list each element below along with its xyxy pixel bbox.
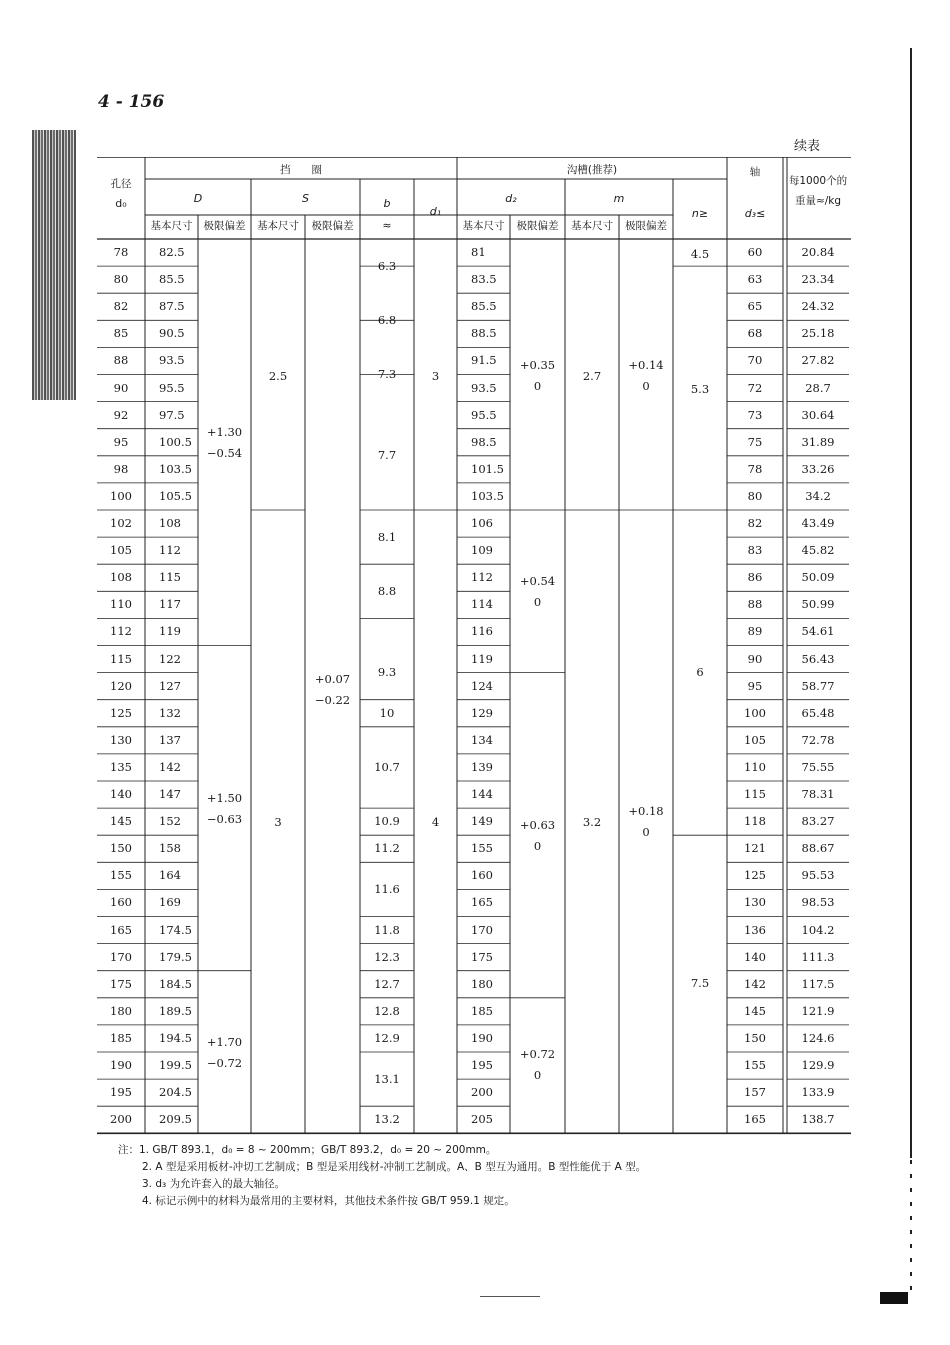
table-cell: 78 — [747, 461, 763, 476]
table-cell: 119 — [159, 624, 181, 639]
table-cell: 10 — [379, 705, 395, 720]
table-cell: 72.78 — [801, 732, 835, 747]
table-cell: 30.64 — [801, 407, 835, 422]
table-cell: 142 — [744, 976, 766, 991]
table-cell: 180 — [110, 1003, 132, 1018]
table-cell: 50.09 — [801, 570, 835, 585]
table-cell: 93.5 — [159, 353, 185, 368]
subheader-m-dev: 极限偏差 — [625, 220, 667, 232]
table-cell: 174.5 — [159, 922, 192, 937]
table-cell: 13.2 — [374, 1112, 400, 1127]
table-cell: 111.3 — [801, 949, 835, 964]
table-cell: 98 — [113, 461, 129, 476]
table-cell: 114 — [471, 597, 493, 612]
table-cell: 25.18 — [801, 326, 835, 341]
table-cell: 112 — [159, 543, 181, 558]
d2-dev-group-3: +0.63 0 — [519, 818, 556, 853]
table-cell: 65 — [747, 299, 763, 314]
table-cell: 8.1 — [377, 529, 397, 544]
table-cell: 139 — [471, 759, 493, 774]
table-cell: 95.53 — [801, 868, 835, 883]
table-cell: 11.6 — [374, 881, 400, 896]
table-cell: 82 — [113, 299, 129, 314]
D-dev-group-3: +1.70 −0.72 — [206, 1035, 243, 1070]
table-cell: 27.82 — [801, 353, 835, 368]
table-cell: 136 — [744, 922, 766, 937]
table-cell: 100 — [744, 705, 766, 720]
table-cell: 130 — [744, 895, 766, 910]
table-cell: 92 — [113, 407, 129, 422]
header-d3: d₃≤ — [744, 207, 766, 220]
table-cell: 60 — [747, 245, 763, 259]
bottom-dash — [480, 1296, 540, 1297]
m-group-1: 2.7 — [582, 369, 602, 383]
table-cell: 70 — [747, 353, 763, 368]
S-dev-group: +0.07 −0.22 — [314, 672, 351, 707]
table-cell: 199.5 — [159, 1058, 192, 1072]
table-cell: 88.5 — [471, 326, 497, 341]
table-cell: 105.5 — [159, 488, 192, 503]
subheader-d2-basic: 基本尺寸 — [462, 220, 505, 232]
table-cell: 12.9 — [374, 1030, 400, 1045]
table-cell: 115 — [159, 570, 181, 585]
table-cell: 157 — [744, 1085, 766, 1100]
d2-dev-group-4: +0.72 0 — [519, 1047, 556, 1082]
table-cell: 125 — [110, 705, 132, 720]
table-cell: 140 — [744, 949, 766, 964]
footnotes — [118, 1142, 646, 1210]
table-cell: 8.8 — [377, 583, 397, 598]
table-cell: 127 — [159, 678, 181, 693]
table-cell: 54.61 — [801, 624, 835, 639]
D-dev-group-1: +1.30 −0.54 — [206, 425, 243, 460]
header-ring-group: 挡 圈 — [280, 164, 322, 176]
table-cell: 180 — [471, 976, 493, 991]
n-group-2: 5.3 — [690, 382, 710, 396]
table-cell: 115 — [110, 651, 132, 666]
table-cell: 85 — [113, 326, 129, 341]
table-cell: 9.3 — [377, 665, 397, 680]
d1-group-2: 4 — [431, 815, 440, 829]
table-cell: 122 — [159, 651, 181, 666]
table-cell: 124 — [471, 678, 493, 693]
table-cell: 134 — [471, 732, 493, 747]
note-2: 2. A 型是采用板材-冲切工艺制成；B 型是采用线材-冲制工艺制成。A、B 型互为通用。B 型性能优于 A 型。 — [142, 1161, 647, 1173]
table-cell: 85.5 — [471, 299, 497, 314]
table-cell: 88 — [747, 597, 763, 612]
subheader-d2-dev: 极限偏差 — [516, 220, 559, 232]
header-weight: 每1000个的重量≈/kg — [788, 175, 848, 207]
table-cell: 155 — [471, 841, 493, 856]
page-edge-line — [910, 48, 912, 1158]
table-cell: 89 — [747, 624, 763, 639]
n-group-1: 4.5 — [690, 247, 710, 261]
table-cell: 98.5 — [471, 434, 497, 449]
header-shaft: 轴 — [749, 166, 761, 178]
table-cell: 109 — [471, 543, 493, 558]
table-cell: 117.5 — [801, 976, 835, 991]
table-cell: 65.48 — [801, 705, 835, 720]
scan-edge-strip — [32, 130, 76, 400]
table-cell: 104.2 — [801, 922, 835, 937]
header-S: S — [302, 192, 309, 205]
table-cell: 105 — [110, 543, 132, 558]
table-cell: 150 — [110, 841, 132, 856]
table-cell: 63 — [747, 272, 763, 287]
subheader-D-dev: 极限偏差 — [203, 220, 246, 232]
table-cell: 108 — [110, 570, 132, 585]
table-cell: 75.55 — [801, 759, 835, 774]
table-cell: 164 — [159, 868, 181, 883]
header-b-approx: ≈ — [382, 219, 392, 232]
note-3: 3. d₃ 为允许套入的最大轴径。 — [142, 1178, 286, 1190]
table-cell: 138.7 — [801, 1112, 835, 1127]
table-cell: 200 — [471, 1085, 493, 1100]
table-cell: 185 — [110, 1030, 132, 1045]
table-cell: 135 — [110, 759, 132, 774]
table-cell: 78.31 — [801, 787, 835, 801]
table-cell: 91.5 — [471, 353, 497, 368]
table-cell: 23.34 — [801, 272, 835, 287]
n-group-4: 7.5 — [690, 976, 710, 990]
table-cell: 108 — [159, 516, 181, 530]
table-cell: 103.5 — [159, 461, 192, 476]
table-cell: 110 — [744, 759, 766, 774]
table-cell: 209.5 — [159, 1112, 192, 1127]
table-cell: 100.5 — [159, 434, 192, 449]
table-cell: 200 — [110, 1112, 132, 1127]
table-cell: 28.7 — [805, 380, 831, 395]
table-cell: 103.5 — [471, 488, 504, 503]
header-bore-symbol: d₀ — [115, 197, 127, 210]
table-cell: 7.7 — [377, 448, 397, 463]
d1-group-1: 3 — [431, 369, 440, 383]
page-edge-dots — [910, 1160, 912, 1300]
table-cell: 110 — [110, 597, 132, 612]
table-cell: 95 — [747, 678, 763, 693]
table-cell: 101.5 — [471, 461, 504, 476]
table-cell: 133.9 — [801, 1085, 835, 1100]
header-groove-group: 沟槽(推荐) — [566, 164, 618, 176]
table-cell: 88.67 — [801, 841, 835, 856]
table-cell: 142 — [159, 759, 181, 774]
corner-mark — [880, 1292, 908, 1304]
note-4: 4. 标记示例中的材料为最常用的主要材料，其他技术条件按 GB/T 959.1 规定。 — [142, 1195, 515, 1207]
table-cell: 116 — [471, 624, 493, 639]
table-cell: 158 — [159, 841, 181, 856]
table-cell: 147 — [159, 787, 181, 801]
table-cell: 80 — [747, 488, 763, 503]
table-cell: 160 — [110, 895, 132, 910]
table-cell: 11.2 — [374, 841, 400, 856]
table-cell: 124.6 — [801, 1030, 835, 1045]
table-cell: 115 — [744, 787, 766, 801]
d2-dev-group-1: +0.35 0 — [519, 358, 556, 393]
table-cell: 170 — [110, 949, 132, 964]
dimension-table — [97, 157, 851, 1291]
table-cell: 86 — [747, 570, 763, 585]
S-group-2: 3 — [274, 815, 282, 829]
table-cell: 78 — [113, 245, 129, 259]
table-cell: 169 — [159, 895, 181, 910]
table-cell: 88 — [113, 353, 129, 368]
table-cell: 72 — [747, 380, 763, 395]
table-cell: 82 — [747, 516, 763, 530]
table-cell: 190 — [471, 1030, 493, 1045]
table-cell: 121 — [744, 841, 766, 856]
table-cell: 6.8 — [377, 312, 397, 327]
table-cell: 45.82 — [801, 543, 835, 558]
table-cell: 33.26 — [801, 461, 835, 476]
header-d1: d₁ — [429, 205, 442, 218]
table-cell: 12.8 — [374, 1003, 400, 1018]
S-group-1: 2.5 — [268, 369, 288, 383]
n-group-3: 6 — [696, 665, 704, 679]
header-d2: d₂ — [505, 192, 517, 205]
table-cell: 12.7 — [374, 976, 400, 991]
table-cell: 120 — [110, 678, 132, 693]
table-cell: 106 — [471, 516, 493, 530]
table-cell: 205 — [471, 1112, 493, 1127]
table-cell: 129 — [471, 705, 493, 720]
table-cell: 155 — [110, 868, 132, 883]
table-cell: 98.53 — [801, 895, 835, 910]
table-cell: 95.5 — [159, 380, 185, 395]
table-cell: 102 — [110, 516, 132, 530]
table-cell: 112 — [471, 570, 493, 585]
table-cell: 87.5 — [159, 299, 185, 314]
table-cell: 112 — [110, 624, 132, 639]
table-cell: 149 — [471, 814, 493, 829]
table-cell: 6.3 — [377, 258, 397, 273]
table-cell: 82.5 — [159, 245, 185, 259]
continued-label: 续表 — [794, 139, 821, 154]
table-cell: 150 — [744, 1030, 766, 1045]
table-cell: 204.5 — [159, 1085, 192, 1100]
table-cell: 125 — [744, 868, 766, 883]
table-cell: 155 — [744, 1058, 766, 1072]
table-cell: 137 — [159, 732, 181, 747]
subheader-m-basic: 基本尺寸 — [571, 220, 613, 232]
table-cell: 152 — [159, 814, 181, 829]
table-cell: 165 — [110, 922, 132, 937]
m-dev-group-1: +0.14 0 — [628, 358, 664, 393]
table-cell: 121.9 — [801, 1003, 835, 1018]
m-group-2: 3.2 — [582, 815, 602, 829]
table-cell: 195 — [471, 1058, 493, 1072]
table-cell: 145 — [744, 1003, 766, 1018]
table-cell: 56.43 — [801, 651, 835, 666]
table-cell: 95.5 — [471, 407, 497, 422]
table-cell: 184.5 — [159, 976, 192, 991]
table-cell: 175 — [110, 976, 132, 991]
table-cell: 179.5 — [159, 949, 192, 964]
header-bore: 孔径 — [110, 178, 132, 190]
table-cell: 165 — [744, 1112, 766, 1127]
header-D: D — [193, 192, 203, 205]
d2-dev-group-2: +0.54 0 — [519, 574, 556, 609]
table-cell: 144 — [471, 787, 493, 801]
table-cell: 132 — [159, 705, 181, 720]
table-cell: 129.9 — [801, 1058, 835, 1072]
table-cell: 130 — [110, 732, 132, 747]
table-cell: 73 — [747, 407, 763, 422]
m-dev-group-2: +0.18 0 — [628, 804, 664, 839]
table-cell: 68 — [747, 326, 763, 341]
table-cell: 140 — [110, 787, 132, 801]
table-cell: 95 — [113, 434, 129, 449]
table-cell: 117 — [159, 597, 181, 612]
D-dev-group-2: +1.50 −0.63 — [206, 791, 243, 826]
table-cell: 118 — [744, 814, 766, 829]
table-cell: 43.49 — [801, 516, 835, 530]
header-n: n≥ — [691, 207, 709, 220]
table-cell: 90.5 — [159, 326, 185, 341]
table-cell: 81 — [471, 245, 486, 259]
table-cell: 100 — [110, 488, 132, 503]
table-cell: 13.1 — [374, 1071, 400, 1086]
table-cell: 170 — [471, 922, 493, 937]
table-cell: 85.5 — [159, 272, 185, 287]
table-cell: 11.8 — [374, 922, 400, 937]
table-cell: 34.2 — [805, 488, 831, 503]
table-cell: 90 — [113, 380, 129, 395]
page-number: 4 - 156 — [98, 92, 165, 112]
table-cell: 90 — [747, 651, 763, 666]
table-cell: 165 — [471, 895, 493, 910]
table-cell: 185 — [471, 1003, 493, 1018]
table-cell: 83.5 — [471, 272, 497, 287]
table-cell: 10.7 — [374, 759, 400, 774]
table-cell: 75 — [747, 434, 763, 449]
table-cell: 189.5 — [159, 1003, 192, 1018]
table-cell: 50.99 — [801, 597, 835, 612]
table-cell: 7.3 — [377, 366, 397, 381]
header-m: m — [613, 192, 625, 205]
table-cell: 190 — [110, 1058, 132, 1072]
table-cell: 119 — [471, 651, 493, 666]
table-cell: 24.32 — [801, 299, 835, 314]
table-cell: 105 — [744, 732, 766, 747]
table-cell: 83 — [747, 543, 763, 558]
table-cell: 58.77 — [801, 678, 835, 693]
table-cell: 20.84 — [801, 245, 835, 259]
subheader-D-basic: 基本尺寸 — [150, 220, 193, 232]
note-1: 注：1. GB/T 893.1，d₀ = 8 ~ 200mm；GB/T 893.2，d₀ = 20 ~ 200mm。 — [118, 1144, 497, 1156]
table-cell: 97.5 — [159, 407, 185, 422]
table-cell: 194.5 — [159, 1030, 192, 1045]
table-cell: 83.27 — [801, 814, 835, 829]
table-cell: 175 — [471, 949, 493, 964]
table-cell: 12.3 — [374, 949, 400, 964]
table-cell: 10.9 — [374, 814, 400, 829]
subheader-S-dev: 极限偏差 — [311, 220, 354, 232]
table-cell: 160 — [471, 868, 493, 883]
subheader-S-basic: 基本尺寸 — [257, 220, 299, 232]
table-cell: 195 — [110, 1085, 132, 1100]
table-cell: 80 — [113, 272, 129, 287]
header-b: b — [383, 197, 391, 210]
table-cell: 145 — [110, 814, 132, 829]
table-cell: 31.89 — [801, 434, 835, 449]
table-cell: 93.5 — [471, 380, 497, 395]
